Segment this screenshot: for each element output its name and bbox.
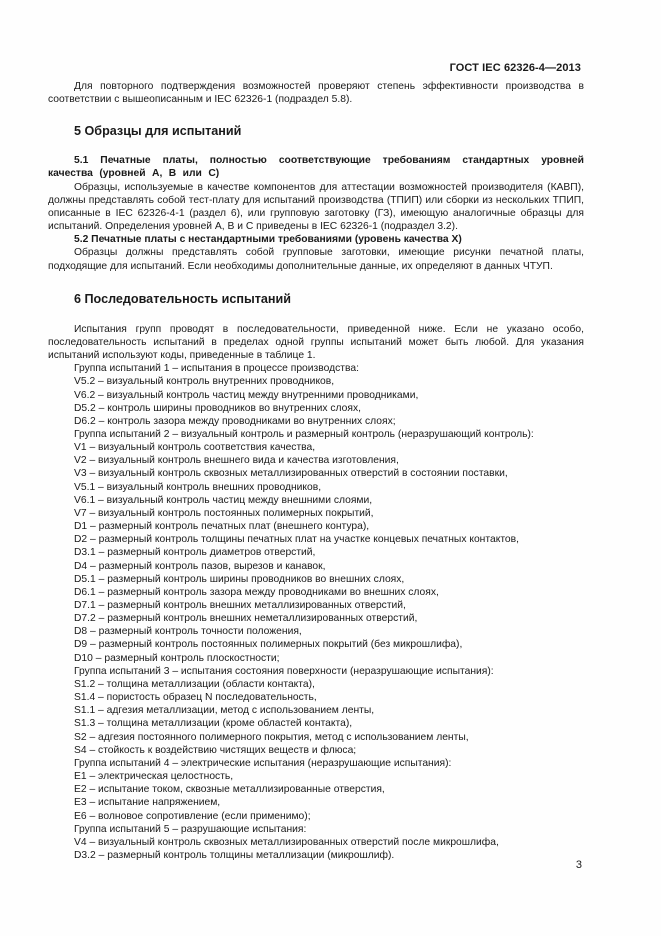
test-list-item: S1.4 – пористость образец N последовательность, — [74, 692, 317, 704]
test-list-item: Группа испытаний 4 – электрические испытания (неразрушающие испытания): — [74, 757, 452, 769]
test-list-item: E1 – электрическая целостность, — [74, 771, 234, 783]
test-list-item: D6.1 – размерный контроль зазора между проводниками во внешних слоях, — [74, 586, 439, 598]
section-5-heading: 5 Образцы для испытаний — [74, 124, 242, 139]
page-number: 3 — [575, 859, 582, 871]
test-list-item: D3.1 – размерный контроль диаметров отверстий, — [74, 547, 316, 559]
test-list-item: V4 – визуальный контроль сквозных металлизированных отверстий после микрошлифа, — [74, 836, 499, 848]
test-list-item: S2 – адгезия постоянного полимерного покрытия, метод с использованием ленты, — [74, 731, 469, 743]
test-list-item: E2 – испытание током, сквозные металлизированные отверстия, — [74, 784, 385, 796]
test-list-item: D5.2 – контроль ширины проводников во внутренних слоях, — [74, 402, 361, 414]
test-list-item: V7 – визуальный контроль постоянных полимерных покрытий, — [74, 507, 374, 519]
section-6-heading: 6 Последовательность испытаний — [74, 291, 292, 306]
test-list-item: S4 – стойкость к воздействию чистящих веществ и флюса; — [74, 744, 357, 756]
page-content — [48, 80, 584, 862]
test-list-item: D2 – размерный контроль толщины печатных плат на участке концевых печатных контактов, — [74, 534, 519, 546]
subsection-5-1-heading: 5.1 Печатные платы, полностью соответствующие требованиям стандартных уровней качества (уровней A, B или C) — [48, 155, 584, 180]
test-list-item: V1 – визуальный контроль соответствия качества, — [74, 442, 316, 454]
test-list-item: S1.2 – толщина металлизации (области контакта), — [74, 678, 315, 690]
test-list-item: V6.1 – визуальный контроль частиц между внешними слоями, — [74, 494, 373, 506]
test-list-item: D3.2 – размерный контроль толщины металлизации (микрошлиф). — [74, 849, 395, 861]
test-list-item: V3 – визуальный контроль сквозных металлизированных отверстий в состоянии поставки, — [74, 468, 508, 480]
subsection-5-1-text: Образцы, используемые в качестве компонентов для аттестации возможностей производителя (КАВП), должны представлять собой тест-плату для испытаний производства (ТПИП) или сборки из нескольких ТПИП, описанные в IEC 62326-4-1 (раздел 6), или групповую заготовку (ГЗ), имеющую аналогичные образцы для испытаний. Определения уровней А, В и С приведены в IEC 62326-1 (подраздел 3.2). — [48, 181, 584, 233]
test-list-item: S1.3 – толщина металлизации (кроме областей контакта), — [74, 718, 353, 730]
test-list-item: D5.1 – размерный контроль ширины проводников во внешних слоях, — [74, 573, 405, 585]
test-list-item: D1 – размерный контроль печатных плат (внешнего контура), — [74, 521, 370, 533]
standard-header: ГОСТ IEC 62326-4—2013 — [449, 62, 581, 74]
test-list-item: D7.1 – размерный контроль внешних металлизированных отверстий, — [74, 600, 406, 611]
test-list-item: D9 – размерный контроль постоянных полимерных покрытий (без микрошлифа), — [74, 639, 463, 651]
test-list-item: Группа испытаний 5 – разрушающие испытания: — [74, 823, 307, 835]
test-list-item: Группа испытаний 1 – испытания в процессе производства: — [74, 363, 359, 375]
test-list-item: S1.1 – адгезия металлизации, метод с использованием ленты, — [74, 705, 375, 717]
test-list-item: Группа испытаний 2 – визуальный контроль и размерный контроль (неразрушающий контроль): — [74, 428, 534, 440]
test-list-item: D7.2 – размерный контроль внешних неметаллизированных отверстий, — [74, 613, 418, 625]
test-list-item: D10 – размерный контроль плоскостности; — [74, 652, 280, 664]
test-sequence-list — [48, 362, 584, 862]
subsection-5-2-text: Образцы должны представлять собой групповые заготовки, имеющие рисунки печатной платы, подходящие для испытаний. Если необходимы дополнительные данные, их определяют в данных ЧТУП. — [48, 247, 584, 272]
test-list-item: D8 – размерный контроль точности положения, — [74, 626, 302, 638]
test-list-item: V5.1 – визуальный контроль внешних проводников, — [74, 481, 322, 493]
test-list-item: D4 – размерный контроль пазов, вырезов и канавок, — [74, 560, 326, 572]
test-list-item: Группа испытаний 3 – испытания состояния поверхности (неразрушающие испытания): — [74, 665, 494, 677]
subsection-5-2-heading: 5.2 Печатные платы с нестандартными требованиями (уровень качества X) — [74, 234, 462, 246]
test-list-item: V2 – визуальный контроль внешнего вида и качества изготовления, — [74, 455, 399, 467]
test-list-item: E3 – испытание напряжением, — [74, 797, 221, 809]
test-list-item: V6.2 – визуальный контроль частиц между внутренними проводниками, — [74, 389, 419, 401]
section-6-intro: Испытания групп проводят в последовательности, приведенной ниже. Если не указано особо, последовательность испытаний в пределах одной группы испытаний может быть любой. Для указания испытаний используют коды, приведенные в таблице 1. — [48, 323, 584, 362]
test-list-item: V5.2 – визуальный контроль внутренних проводников, — [74, 376, 335, 388]
test-list-item: D6.2 – контроль зазора между проводниками во внутренних слоях; — [74, 415, 396, 427]
intro-paragraph: Для повторного подтверждения возможностей проверяют степень эффективности производства в соответствии с вышеописанным и IEC 62326-1 (подраздел 5.8). — [48, 81, 584, 106]
test-list-item: E6 – волновое сопротивление (если применимо); — [74, 810, 311, 822]
